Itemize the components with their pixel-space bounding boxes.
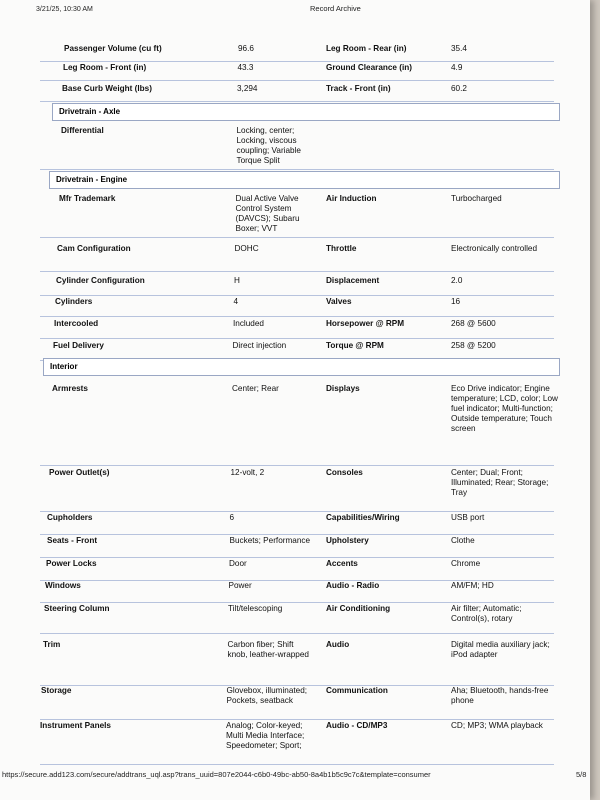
row-label: Trim bbox=[43, 640, 61, 649]
row-value: Power bbox=[228, 581, 252, 590]
row-value: Glovebox, illuminated; Pockets, seatback bbox=[226, 686, 308, 705]
row-label: Cylinders bbox=[55, 297, 93, 306]
row-value: Chrome bbox=[451, 559, 481, 568]
row-label: Valves bbox=[326, 297, 352, 306]
row-label: Power Outlet(s) bbox=[49, 468, 110, 477]
table-row bbox=[0, 384, 590, 466]
row-label: Audio - CD/MP3 bbox=[326, 721, 388, 730]
row-label: Differential bbox=[61, 126, 104, 135]
row-value: H bbox=[234, 276, 240, 285]
row-label: Track - Front (in) bbox=[326, 84, 391, 93]
table-row bbox=[0, 297, 590, 317]
row-value: 6 bbox=[229, 513, 235, 522]
row-label: Throttle bbox=[326, 244, 357, 253]
row-label: Instrument Panels bbox=[40, 721, 111, 730]
row-label: Upholstery bbox=[326, 536, 369, 545]
row-value: Turbocharged bbox=[451, 194, 502, 203]
row-value: 4.9 bbox=[451, 63, 463, 72]
row-value: 258 @ 5200 bbox=[451, 341, 496, 350]
row-label: Air Conditioning bbox=[326, 604, 391, 613]
table-row bbox=[0, 468, 590, 512]
row-value: Center; Rear bbox=[232, 384, 279, 393]
row-value: Digital media auxiliary jack; iPod adapter bbox=[451, 640, 550, 659]
row-value: Door bbox=[229, 559, 247, 568]
row-label: Cupholders bbox=[47, 513, 93, 522]
row-label: Mfr Trademark bbox=[59, 194, 116, 203]
row-value: 268 @ 5600 bbox=[451, 319, 496, 328]
row-label: Base Curb Weight (lbs) bbox=[62, 84, 152, 93]
row-value: Analog; Color-keyed; Multi Media Interface; Speedometer; Sport; bbox=[226, 721, 305, 750]
row-label: Accents bbox=[326, 559, 358, 568]
row-label: Armrests bbox=[52, 384, 88, 393]
section-header: Drivetrain - Engine bbox=[49, 171, 560, 189]
row-label: Audio - Radio bbox=[326, 581, 380, 590]
table-row bbox=[0, 276, 590, 296]
table-row bbox=[0, 244, 590, 272]
row-value: Center; Dual; Front; Illuminated; Rear; Storage; Tray bbox=[451, 468, 549, 497]
row-label: Passenger Volume (cu ft) bbox=[64, 44, 162, 53]
row-label: Capabilities/Wiring bbox=[326, 513, 400, 522]
row-label: Communication bbox=[326, 686, 388, 695]
row-value: Buckets; Performance bbox=[229, 536, 311, 545]
footer-url: https://secure.add123.com/secure/addtrans_uql.asp?trans_uuid=807e2044-c6b0-49bc-ab50-8a4b1b5c9c7c&template=consumer bbox=[2, 770, 431, 779]
row-value: CD; MP3; WMA playback bbox=[451, 721, 543, 730]
table-row bbox=[0, 44, 590, 62]
row-label: Leg Room - Rear (in) bbox=[326, 44, 407, 53]
row-label: Seats - Front bbox=[47, 536, 98, 545]
row-value: 3,294 bbox=[237, 84, 258, 93]
table-row bbox=[0, 84, 590, 102]
row-value: 43.3 bbox=[237, 63, 254, 72]
print-timestamp: 3/21/25, 10:30 AM bbox=[36, 6, 93, 13]
row-value: DOHC bbox=[234, 244, 259, 253]
row-label: Air Induction bbox=[326, 194, 377, 203]
row-value: 4 bbox=[233, 297, 239, 306]
row-value: 12-volt, 2 bbox=[230, 468, 265, 477]
row-value: Tilt/telescoping bbox=[228, 604, 283, 613]
row-value: Included bbox=[233, 319, 264, 328]
row-value: 96.6 bbox=[238, 44, 254, 53]
table-row bbox=[0, 640, 590, 686]
table-row bbox=[0, 319, 590, 339]
row-label: Fuel Delivery bbox=[53, 341, 104, 350]
table-row bbox=[0, 559, 590, 581]
row-value: USB port bbox=[451, 513, 485, 522]
page-number: 5/8 bbox=[576, 770, 587, 779]
row-value: Electronically controlled bbox=[451, 244, 538, 253]
row-label: Displacement bbox=[326, 276, 380, 285]
row-value: 16 bbox=[451, 297, 461, 306]
table-row bbox=[0, 536, 590, 558]
table-row bbox=[0, 63, 590, 81]
row-value: Locking, center; Locking, viscous coupling; Variable Torque Split bbox=[236, 126, 301, 165]
section-header: Drivetrain - Axle bbox=[52, 103, 560, 121]
row-value: Carbon fiber; Shift knob, leather-wrapped bbox=[227, 640, 309, 659]
table-row bbox=[0, 194, 590, 238]
table-row bbox=[0, 686, 590, 720]
table-row bbox=[0, 604, 590, 634]
row-label: Audio bbox=[326, 640, 350, 649]
row-label: Leg Room - Front (in) bbox=[63, 63, 147, 72]
table-row bbox=[0, 513, 590, 535]
row-value: 35.4 bbox=[451, 44, 467, 53]
row-label: Cylinder Configuration bbox=[56, 276, 145, 285]
row-label: Power Locks bbox=[46, 559, 97, 568]
row-value: AM/FM; HD bbox=[451, 581, 494, 590]
row-label: Displays bbox=[326, 384, 360, 393]
row-value: Dual Active Valve Control System (DAVCS); Subaru Boxer; VVT bbox=[235, 194, 300, 233]
row-value: Air filter; Automatic; Control(s), rotary bbox=[451, 604, 522, 623]
row-label: Ground Clearance (in) bbox=[326, 63, 412, 72]
document-title: Record Archive bbox=[310, 4, 361, 13]
row-value: 60.2 bbox=[451, 84, 467, 93]
table-row bbox=[0, 126, 590, 170]
row-label: Cam Configuration bbox=[57, 244, 131, 253]
row-value: Clothe bbox=[451, 536, 475, 545]
row-label: Horsepower @ RPM bbox=[326, 319, 405, 328]
row-label: Storage bbox=[41, 686, 72, 695]
row-value: Direct injection bbox=[232, 341, 287, 350]
row-label: Consoles bbox=[326, 468, 363, 477]
row-label: Windows bbox=[45, 581, 81, 590]
section-header: Interior bbox=[43, 358, 560, 376]
row-value: Aha; Bluetooth, hands-free phone bbox=[451, 686, 549, 705]
row-label: Torque @ RPM bbox=[326, 341, 384, 350]
row-value: Eco Drive indicator; Engine temperature; LCD, color; Low fuel indicator; Multi-function; Outside temperature; Touch screen bbox=[451, 384, 558, 433]
table-row bbox=[0, 581, 590, 603]
table-row bbox=[0, 721, 590, 765]
row-label: Steering Column bbox=[44, 604, 110, 613]
row-label: Intercooled bbox=[54, 319, 99, 328]
row-value: 2.0 bbox=[451, 276, 463, 285]
